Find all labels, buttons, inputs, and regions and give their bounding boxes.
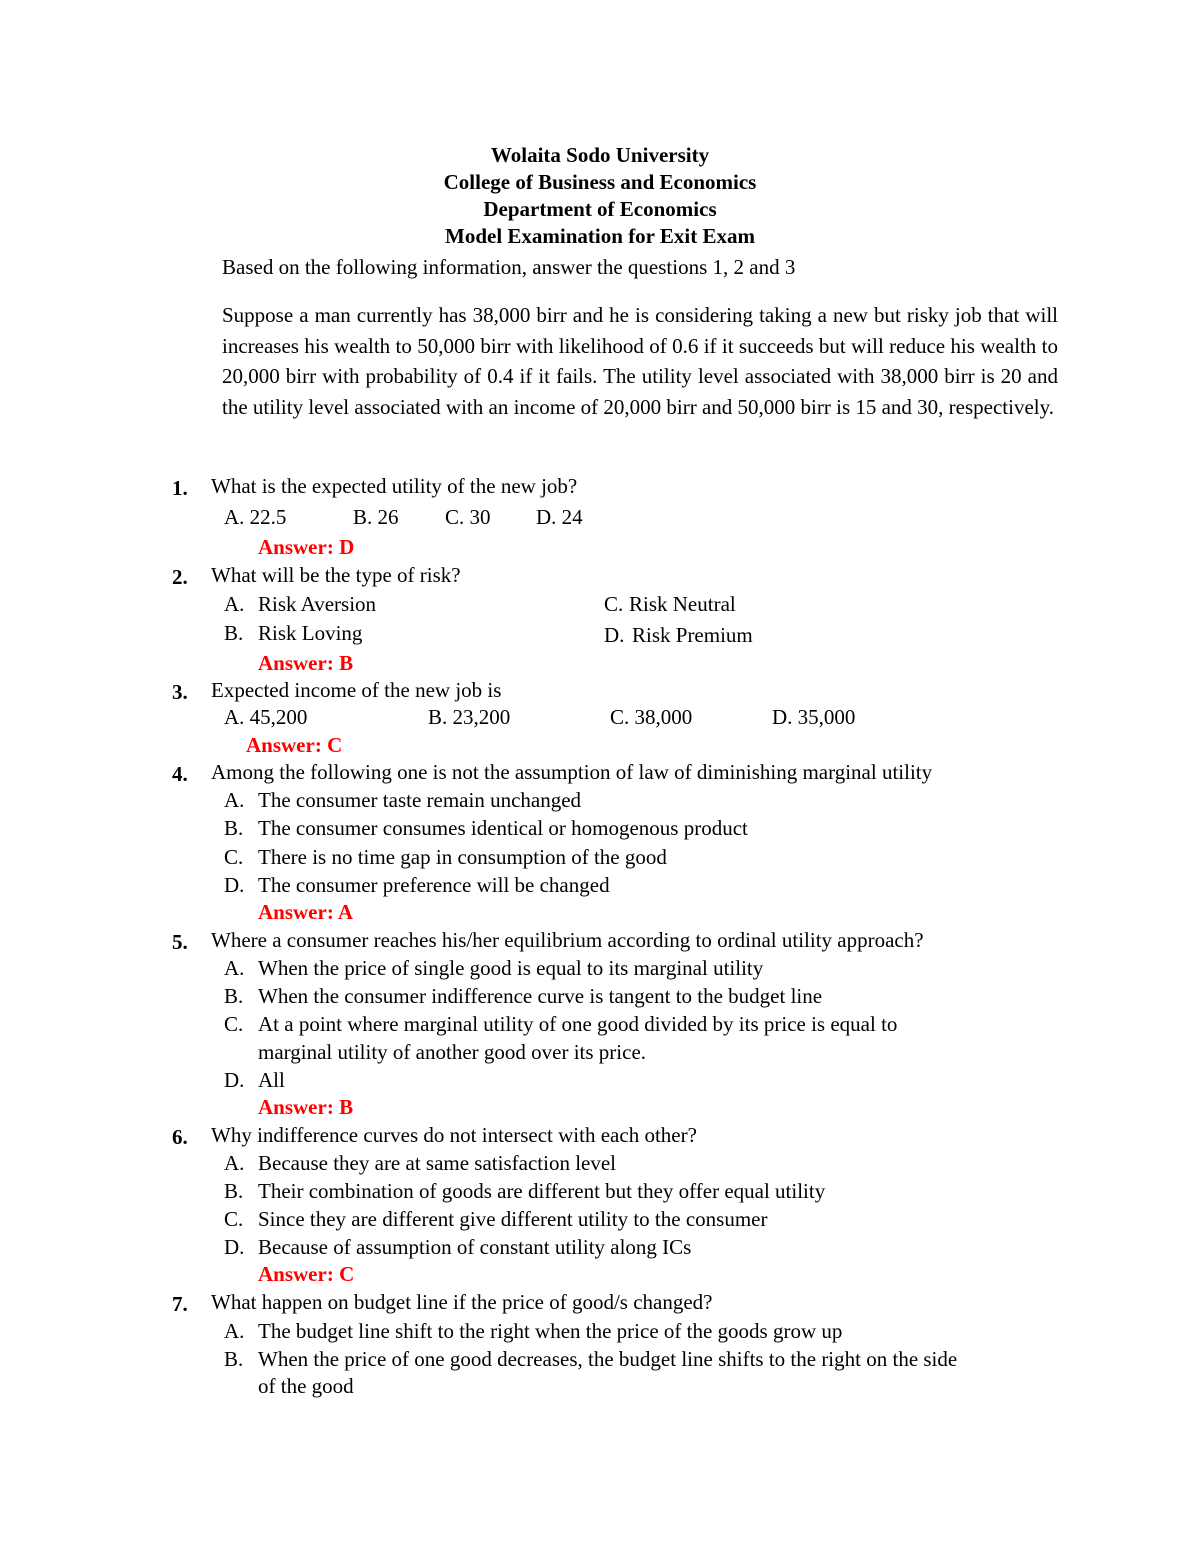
question-4-option-b-letter: B.: [224, 816, 244, 840]
question-3-option-d: D. 35,000: [772, 705, 856, 729]
college-name: College of Business and Economics: [443, 170, 757, 194]
question-6-option-b: Their combination of goods are different but they offer equal utility: [258, 1179, 826, 1203]
question-3-number: 3.: [172, 680, 188, 704]
question-5-option-c-continued: marginal utility of another good over its price.: [258, 1040, 647, 1064]
question-5-option-a-letter: A.: [224, 956, 245, 980]
question-1-option-d: D. 24: [536, 505, 583, 529]
question-5-option-d-letter: D.: [224, 1068, 245, 1092]
scenario-paragraph: Suppose a man currently has 38,000 birr and he is considering taking a new but risky job that will increases his wealth to 50,000 birr with likelihood of 0.6 if it succeeds but will reduce his wealth to 20,000 birr with probability of 0.4 if it fails. The utility level associated with 38,000 birr is 20 and the utility level associated with an income of 20,000 birr and 50,000 birr is 15 and 30, respectively.: [222, 303, 1058, 419]
question-3-option-c: C. 38,000: [610, 705, 693, 729]
question-1-answer: Answer: D: [258, 535, 355, 559]
question-1-text: What is the expected utility of the new job?: [211, 474, 578, 498]
question-6-number: 6.: [172, 1125, 188, 1149]
question-5-option-d: All: [258, 1068, 285, 1092]
question-7-option-b-continued: of the good: [258, 1374, 354, 1398]
question-6-option-a: Because they are at same satisfaction level: [258, 1151, 617, 1175]
question-5-option-c: At a point where marginal utility of one good divided by its price is equal to: [258, 1012, 898, 1036]
question-2-option-c-letter: C.: [604, 592, 624, 616]
question-1-option-b: B. 26: [353, 505, 399, 529]
question-4-option-c: There is no time gap in consumption of the good: [258, 845, 667, 869]
question-7-number: 7.: [172, 1292, 188, 1316]
question-5-option-b-letter: B.: [224, 984, 244, 1008]
question-6-answer: Answer: C: [258, 1262, 355, 1286]
question-7-text: What happen on budget line if the price of good/s changed?: [211, 1290, 713, 1314]
question-5-option-c-letter: C.: [224, 1012, 244, 1036]
question-4-option-a: The consumer taste remain unchanged: [258, 788, 582, 812]
question-3-option-b: B. 23,200: [428, 705, 511, 729]
question-5-answer: Answer: B: [258, 1095, 354, 1119]
question-5-option-b: When the consumer indifference curve is tangent to the budget line: [258, 984, 823, 1008]
question-4-text: Among the following one is not the assumption of law of diminishing marginal utility: [211, 760, 933, 784]
question-2-answer: Answer: B: [258, 651, 354, 675]
question-5-text: Where a consumer reaches his/her equilibrium according to ordinal utility approach?: [211, 928, 924, 952]
question-1-option-a: A. 22.5: [224, 505, 287, 529]
question-2-number: 2.: [172, 565, 188, 589]
question-4-option-a-letter: A.: [224, 788, 245, 812]
university-name: Wolaita Sodo University: [490, 143, 710, 167]
question-6-option-b-letter: B.: [224, 1179, 244, 1203]
exam-title: Model Examination for Exit Exam: [445, 224, 755, 248]
question-4-option-c-letter: C.: [224, 845, 244, 869]
question-7-option-a: The budget line shift to the right when the price of the goods grow up: [258, 1319, 843, 1343]
question-4-option-d: The consumer preference will be changed: [258, 873, 610, 897]
question-1-option-c: C. 30: [445, 505, 491, 529]
document-header: [0, 142, 1200, 250]
question-3-option-a: A. 45,200: [224, 705, 308, 729]
question-4-answer: Answer: A: [258, 900, 354, 924]
question-2-option-d-letter: D.: [604, 623, 625, 647]
question-6-option-a-letter: A.: [224, 1151, 245, 1175]
department-name: Department of Economics: [483, 197, 717, 221]
question-4-option-b: The consumer consumes identical or homogenous product: [258, 816, 748, 840]
question-4-number: 4.: [172, 762, 188, 786]
question-2-option-b: Risk Loving: [258, 621, 363, 645]
question-2-option-b-letter: B.: [224, 621, 244, 645]
question-6-option-c-letter: C.: [224, 1207, 244, 1231]
question-6-text: Why indifference curves do not intersect with each other?: [211, 1123, 697, 1147]
question-2-text: What will be the type of risk?: [211, 563, 461, 587]
question-6-option-c: Since they are different give different utility to the consumer: [258, 1207, 768, 1231]
question-7-option-a-letter: A.: [224, 1319, 245, 1343]
question-3-text: Expected income of the new job is: [211, 678, 502, 702]
question-7-option-b-letter: B.: [224, 1347, 244, 1371]
question-4-option-d-letter: D.: [224, 873, 245, 897]
question-3-answer: Answer: C: [246, 733, 343, 757]
question-2-option-a-letter: A.: [224, 592, 245, 616]
intro-instruction: Based on the following information, answer the questions 1, 2 and 3: [222, 255, 796, 279]
question-5-number: 5.: [172, 930, 188, 954]
question-5-option-a: When the price of single good is equal to its marginal utility: [258, 956, 764, 980]
question-6-option-d-letter: D.: [224, 1235, 245, 1259]
question-6-option-d: Because of assumption of constant utility along ICs: [258, 1235, 692, 1259]
question-2-option-a: Risk Aversion: [258, 592, 377, 616]
question-1-number: 1.: [172, 476, 188, 500]
question-7-option-b: When the price of one good decreases, the budget line shifts to the right on the side: [258, 1347, 958, 1371]
question-2-option-c: Risk Neutral: [629, 592, 736, 616]
question-2-option-d: Risk Premium: [632, 623, 753, 647]
